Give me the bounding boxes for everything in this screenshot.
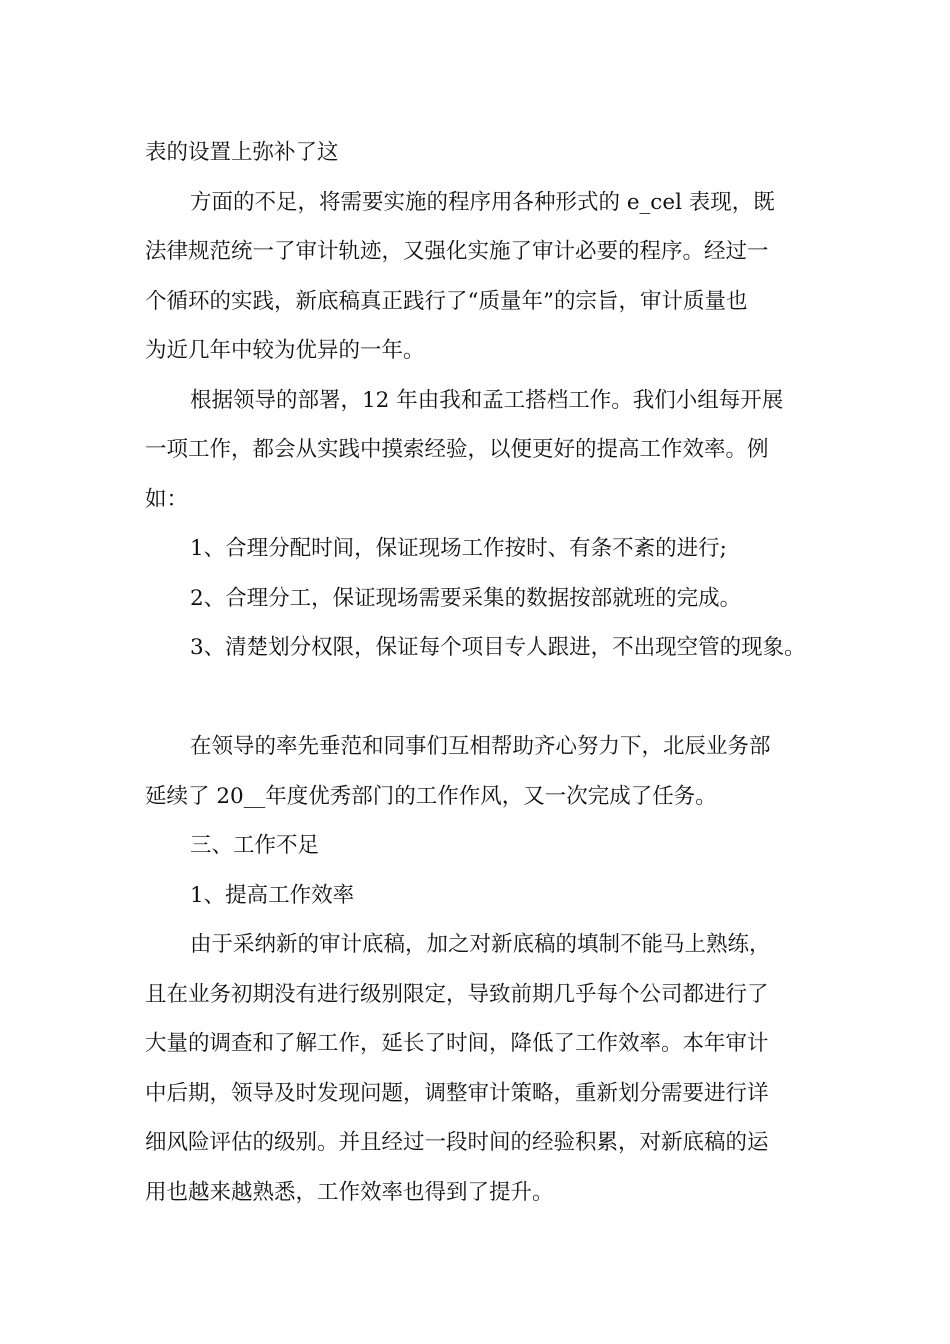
text-line: 方面的不足，将需要实施的程序用各种形式的 e_cel 表现，既 <box>190 189 775 215</box>
text-line: 中后期，领导及时发现问题，调整审计策略，重新划分需要进行详 <box>145 1080 769 1106</box>
document-body <box>145 128 825 1217</box>
list-item: 2、合理分工，保证现场需要采集的数据按部就班的完成。 <box>190 585 742 611</box>
text-line: 表的设置上弥补了这 <box>145 140 339 165</box>
text-line: 由于采纳新的审计底稿，加之对新底稿的填制不能马上熟练， <box>190 932 771 957</box>
text-line: 用也越来越熟悉，工作效率也得到了提升。 <box>145 1179 554 1205</box>
blank-line <box>145 673 825 723</box>
text-line: 如： <box>145 486 189 512</box>
text-line: 在领导的率先垂范和同事们互相帮助齐心努力下，北辰业务部 <box>190 734 771 759</box>
text-line: 且在业务初期没有进行级别限定，导致前期几乎每个公司都进行了 <box>145 981 769 1007</box>
text-line: 法律规范统一了审计轨迹，又强化实施了审计必要的程序。经过一 <box>145 239 769 264</box>
text-line: 延续了 20__年度优秀部门的工作作风，又一次完成了任务。 <box>145 783 717 809</box>
text-line: 为近几年中较为优异的一年。 <box>145 338 425 363</box>
section-heading: 三、工作不足 <box>190 833 320 858</box>
text-line: 大量的调查和了解工作，延长了时间，降低了工作效率。本年审计 <box>145 1031 769 1056</box>
list-item: 3、清楚划分权限，保证每个项目专人跟进，不出现空管的现象。 <box>190 635 806 660</box>
text-line: 细风险评估的级别。并且经过一段时间的经验积累，对新底稿的运 <box>145 1130 769 1155</box>
text-line: 一项工作，都会从实践中摸索经验，以便更好的提高工作效率。例 <box>145 437 769 462</box>
text-line: 个循环的实践，新底稿真正践行了“质量年”的宗旨，审计质量也 <box>145 288 748 314</box>
text-line: 根据领导的部署，12 年由我和孟工搭档工作。我们小组每开展 <box>190 387 784 413</box>
list-item: 1、合理分配时间，保证现场工作按时、有条不紊的进行; <box>190 536 727 561</box>
subsection-heading: 1、提高工作效率 <box>190 882 355 908</box>
